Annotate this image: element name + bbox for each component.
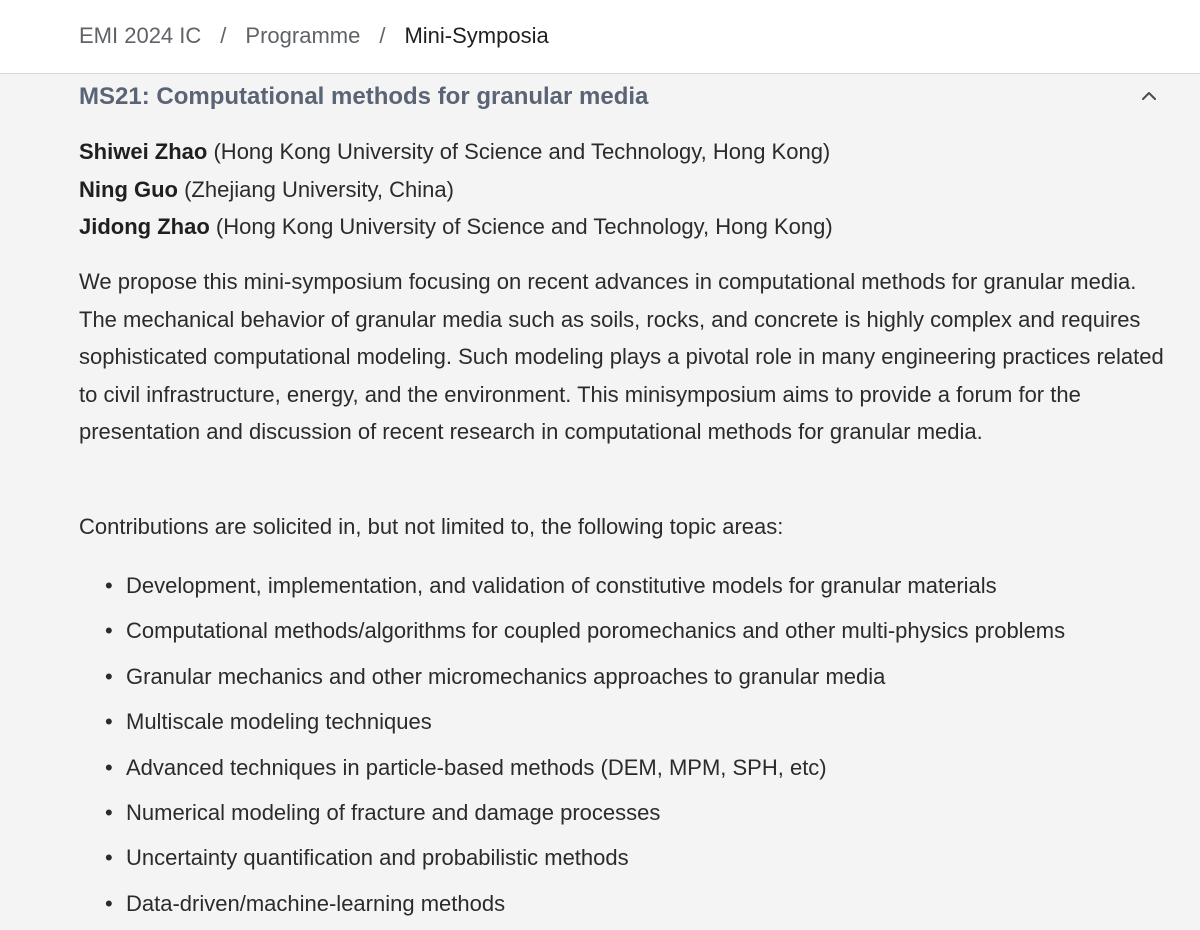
topic-item <box>79 703 1065 748</box>
symposium-description: We propose this mini-symposium focusing on recent advances in computational methods for granular media. The mechanical behavior of granular media such as soils, rocks, and concrete is highly complex and requires sophisticated computational modeling. Such modeling plays a pivotal role in many engineering practices related to civil infrastructure, energy, and the environment. This minisymposium aims to provide a forum for the presentation and discussion of recent research in computational methods for granular media. <box>79 269 1164 444</box>
author-name: Ning Guo <box>79 176 178 202</box>
topic-text: Numerical modeling of fracture and damage processes <box>126 799 661 825</box>
author-entry <box>79 208 833 246</box>
bullet-icon: • <box>105 709 113 735</box>
topic-text: Development, implementation, and validation of constitutive models for granular materials <box>126 573 997 598</box>
topic-text: Advanced techniques in particle-based methods (DEM, MPM, SPH, etc) <box>126 754 827 780</box>
breadcrumb-bar <box>0 0 1200 74</box>
topic-item <box>79 794 1065 839</box>
topic-text: Data-driven/machine-learning methods <box>126 890 506 916</box>
author-affiliation: (Zhejiang University, China) <box>184 176 454 202</box>
symposium-title: MS21: Computational methods for granular media <box>79 83 649 110</box>
topic-item <box>79 749 1065 794</box>
bullet-icon: • <box>105 845 113 871</box>
topic-item <box>79 658 1065 703</box>
topic-item <box>79 612 1065 657</box>
breadcrumb-separator: / <box>220 23 227 48</box>
bullet-icon: • <box>105 573 113 598</box>
breadcrumb-separator: / <box>379 23 386 48</box>
author-affiliation: (Hong Kong University of Science and Technology, Hong Kong) <box>213 139 831 164</box>
breadcrumb-current-mini-symposia: Mini-Symposia <box>404 23 549 48</box>
author-name: Shiwei Zhao <box>79 139 208 164</box>
topic-text: Granular mechanics and other micromechanics approaches to granular media <box>126 663 886 689</box>
author-entry <box>79 171 833 209</box>
breadcrumb <box>79 22 549 50</box>
symposium-panel <box>0 75 1200 930</box>
topic-item <box>79 839 1065 884</box>
accordion-header[interactable] <box>79 80 1169 116</box>
chevron-up-icon[interactable] <box>1139 86 1159 106</box>
bullet-icon: • <box>105 799 113 825</box>
bullet-icon: • <box>105 754 113 780</box>
bullet-icon: • <box>105 663 113 689</box>
bullet-icon: • <box>105 890 113 916</box>
author-affiliation: (Hong Kong University of Science and Technology, Hong Kong) <box>215 214 833 239</box>
topic-item <box>79 567 1065 612</box>
topics-intro: Contributions are solicited in, but not limited to, the following topic areas: <box>79 514 784 539</box>
topic-text: Multiscale modeling techniques <box>126 709 432 735</box>
topic-list <box>79 567 1065 930</box>
topic-text: Uncertainty quantification and probabilistic methods <box>126 845 629 871</box>
author-name: Jidong Zhao <box>79 214 210 239</box>
bullet-icon: • <box>105 618 113 644</box>
topic-item <box>79 885 1065 930</box>
breadcrumb-link-emi-2024-ic[interactable]: EMI 2024 IC <box>79 23 202 48</box>
author-entry <box>79 133 833 171</box>
author-list <box>79 133 833 246</box>
topic-text: Computational methods/algorithms for coupled poromechanics and other multi-physics problems <box>126 618 1066 644</box>
breadcrumb-link-programme[interactable]: Programme <box>245 23 361 48</box>
